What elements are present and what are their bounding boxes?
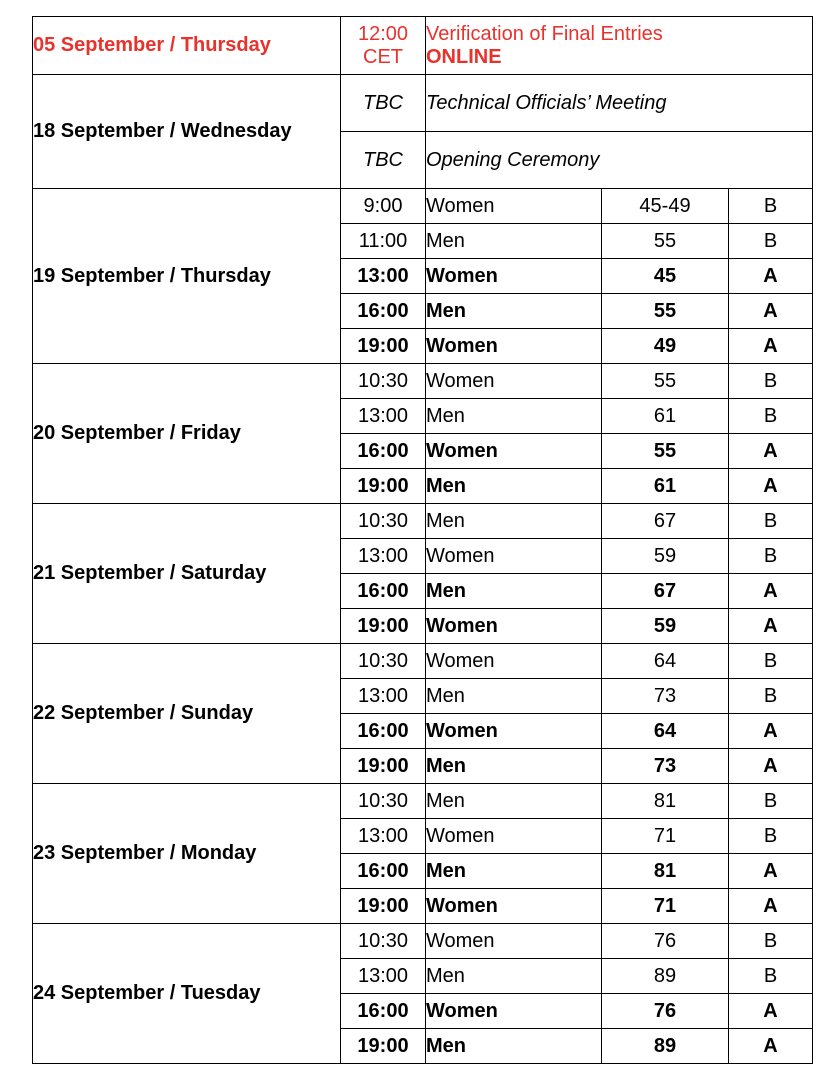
group-cell: B — [729, 679, 813, 714]
event-cell: Women — [426, 644, 602, 679]
event-cell: Women — [426, 889, 602, 924]
category-cell: 64 — [602, 644, 729, 679]
category-cell: 61 — [602, 399, 729, 434]
event-title: Verification of Final Entries — [426, 23, 663, 46]
event-cell: Men — [426, 1029, 602, 1064]
event-cell: Men — [426, 399, 602, 434]
event-mode: ONLINE — [426, 45, 502, 68]
category-cell: 73 — [602, 749, 729, 784]
group-cell: B — [729, 189, 813, 224]
category-cell: 59 — [602, 609, 729, 644]
group-cell: B — [729, 959, 813, 994]
group-cell: A — [729, 434, 813, 469]
event-cell: Women — [426, 259, 602, 294]
category-cell: 49 — [602, 329, 729, 364]
event-cell: Women — [426, 994, 602, 1029]
date-cell: 23 September / Monday — [33, 784, 341, 924]
category-cell: 73 — [602, 679, 729, 714]
schedule-row — [33, 924, 813, 959]
event-cell: Men — [426, 749, 602, 784]
time-cell: 16:00 — [341, 714, 426, 749]
time-cell: 13:00 — [341, 539, 426, 574]
event-cell: Women — [426, 189, 602, 224]
time-cell: 16:00 — [341, 994, 426, 1029]
group-cell: B — [729, 644, 813, 679]
category-cell: 71 — [602, 889, 729, 924]
category-cell: 55 — [602, 224, 729, 259]
event-cell — [426, 17, 813, 75]
time-cell: 10:30 — [341, 504, 426, 539]
group-cell: B — [729, 819, 813, 854]
time-cell: 19:00 — [341, 329, 426, 364]
time-cell: 10:30 — [341, 924, 426, 959]
time-cell: 16:00 — [341, 854, 426, 889]
group-cell: A — [729, 609, 813, 644]
group-cell: A — [729, 329, 813, 364]
event-cell: Women — [426, 924, 602, 959]
category-cell: 76 — [602, 994, 729, 1029]
category-cell: 89 — [602, 1029, 729, 1064]
time-cell: 13:00 — [341, 959, 426, 994]
date-cell: 20 September / Friday — [33, 364, 341, 504]
time-cell: 10:30 — [341, 784, 426, 819]
time-cell: TBC — [341, 75, 426, 132]
category-cell: 81 — [602, 784, 729, 819]
time-cell: TBC — [341, 132, 426, 189]
category-cell: 55 — [602, 294, 729, 329]
category-cell: 67 — [602, 574, 729, 609]
time-cell: 19:00 — [341, 469, 426, 504]
event-cell: Men — [426, 294, 602, 329]
category-cell: 59 — [602, 539, 729, 574]
date-cell: 24 September / Tuesday — [33, 924, 341, 1064]
group-cell: B — [729, 399, 813, 434]
event-cell: Women — [426, 539, 602, 574]
event-cell: Men — [426, 679, 602, 714]
schedule-body — [33, 17, 813, 1064]
event-cell: Men — [426, 784, 602, 819]
event-cell: Women — [426, 819, 602, 854]
event-cell: Men — [426, 574, 602, 609]
time-cell: 19:00 — [341, 1029, 426, 1064]
event-cell: Women — [426, 609, 602, 644]
event-cell: Women — [426, 434, 602, 469]
group-cell: A — [729, 889, 813, 924]
group-cell: A — [729, 574, 813, 609]
category-cell: 55 — [602, 364, 729, 399]
schedule-row-verification — [33, 17, 813, 75]
group-cell: A — [729, 469, 813, 504]
category-cell: 76 — [602, 924, 729, 959]
group-cell: B — [729, 784, 813, 819]
category-cell: 71 — [602, 819, 729, 854]
schedule-row — [33, 504, 813, 539]
event-cell: Women — [426, 364, 602, 399]
schedule-table — [32, 16, 813, 1064]
time-cell: 13:00 — [341, 679, 426, 714]
schedule-row — [33, 784, 813, 819]
time-cell: 13:00 — [341, 819, 426, 854]
time-cell: 10:30 — [341, 364, 426, 399]
category-cell: 55 — [602, 434, 729, 469]
group-cell: A — [729, 259, 813, 294]
category-cell: 45 — [602, 259, 729, 294]
group-cell: A — [729, 714, 813, 749]
category-cell: 45-49 — [602, 189, 729, 224]
event-cell: Opening Ceremony — [426, 132, 813, 189]
date-cell: 05 September / Thursday — [33, 17, 341, 75]
group-cell: B — [729, 224, 813, 259]
group-cell: A — [729, 749, 813, 784]
event-cell: Men — [426, 469, 602, 504]
date-cell: 21 September / Saturday — [33, 504, 341, 644]
time-line: CET — [363, 45, 403, 68]
event-cell: Men — [426, 224, 602, 259]
time-cell: 10:30 — [341, 644, 426, 679]
category-cell: 81 — [602, 854, 729, 889]
event-cell: Technical Officials’ Meeting — [426, 75, 813, 132]
event-cell: Men — [426, 959, 602, 994]
time-cell: 19:00 — [341, 889, 426, 924]
event-cell: Women — [426, 714, 602, 749]
time-cell: 16:00 — [341, 434, 426, 469]
time-cell: 16:00 — [341, 574, 426, 609]
schedule-row — [33, 644, 813, 679]
time-cell: 19:00 — [341, 749, 426, 784]
group-cell: B — [729, 539, 813, 574]
category-cell: 61 — [602, 469, 729, 504]
date-cell: 18 September / Wednesday — [33, 75, 341, 189]
schedule-row — [33, 75, 813, 132]
date-cell: 19 September / Thursday — [33, 189, 341, 364]
time-cell: 13:00 — [341, 259, 426, 294]
time-cell: 9:00 — [341, 189, 426, 224]
schedule-row — [33, 189, 813, 224]
group-cell: B — [729, 504, 813, 539]
group-cell: B — [729, 364, 813, 399]
group-cell: B — [729, 924, 813, 959]
time-cell: 16:00 — [341, 294, 426, 329]
category-cell: 89 — [602, 959, 729, 994]
time-cell: 11:00 — [341, 224, 426, 259]
category-cell: 67 — [602, 504, 729, 539]
event-cell: Men — [426, 504, 602, 539]
event-cell: Men — [426, 854, 602, 889]
group-cell: A — [729, 294, 813, 329]
group-cell: A — [729, 1029, 813, 1064]
event-cell: Women — [426, 329, 602, 364]
category-cell: 64 — [602, 714, 729, 749]
time-cell: 13:00 — [341, 399, 426, 434]
time-line: 12:00 — [357, 23, 409, 46]
schedule-row — [33, 364, 813, 399]
time-cell: 19:00 — [341, 609, 426, 644]
time-cell — [341, 17, 426, 75]
group-cell: A — [729, 854, 813, 889]
group-cell: A — [729, 994, 813, 1029]
date-cell: 22 September / Sunday — [33, 644, 341, 784]
